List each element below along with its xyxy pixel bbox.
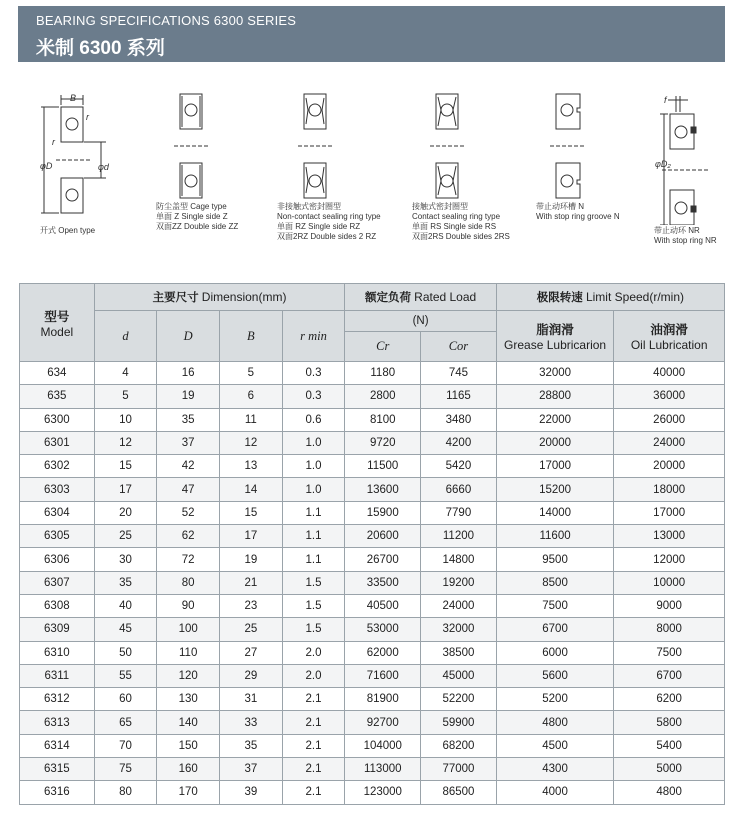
oil-header: 油润滑 Oil Lubrication	[614, 311, 725, 362]
cell-grease: 22000	[496, 408, 614, 431]
cell-outer-d: 90	[157, 594, 220, 617]
table-row	[20, 525, 725, 548]
cell-cr: 26700	[345, 548, 421, 571]
cell-d: 25	[94, 525, 157, 548]
cell-grease: 6000	[496, 641, 614, 664]
table-row	[20, 571, 725, 594]
cell-b: 12	[220, 431, 283, 454]
cell-grease: 9500	[496, 548, 614, 571]
cell-model: 635	[20, 385, 95, 408]
cell-b: 27	[220, 641, 283, 664]
table-row	[20, 455, 725, 478]
cell-model: 6301	[20, 431, 95, 454]
cell-grease: 4300	[496, 758, 614, 781]
cell-cr: 1180	[345, 362, 421, 385]
non-contact-seal-diagram	[294, 90, 334, 202]
cell-rmin: 2.1	[282, 688, 345, 711]
table-row	[20, 431, 725, 454]
cell-oil: 18000	[614, 478, 725, 501]
cell-cor: 14800	[421, 548, 497, 571]
cell-grease: 20000	[496, 431, 614, 454]
cell-rmin: 1.0	[282, 431, 345, 454]
cell-b: 21	[220, 571, 283, 594]
cell-cor: 7790	[421, 501, 497, 524]
title-english: BEARING SPECIFICATIONS 6300 SERIES	[36, 13, 297, 28]
cell-grease: 28800	[496, 385, 614, 408]
cell-oil: 6200	[614, 688, 725, 711]
cell-rmin: 2.1	[282, 781, 345, 804]
cell-b: 19	[220, 548, 283, 571]
cell-model: 6310	[20, 641, 95, 664]
cell-outer-d: 47	[157, 478, 220, 501]
model-header: 型号 Model	[20, 284, 95, 362]
cell-outer-d: 150	[157, 734, 220, 757]
cell-cr: 33500	[345, 571, 421, 594]
cell-grease: 6700	[496, 618, 614, 641]
cell-b: 37	[220, 758, 283, 781]
cell-d: 35	[94, 571, 157, 594]
cell-rmin: 2.1	[282, 711, 345, 734]
cell-cr: 113000	[345, 758, 421, 781]
cell-cor: 45000	[421, 664, 497, 687]
cell-d: 70	[94, 734, 157, 757]
contact-seal-diagram	[426, 90, 466, 202]
cell-d: 55	[94, 664, 157, 687]
table-row	[20, 408, 725, 431]
cell-model: 6309	[20, 618, 95, 641]
cell-rmin: 0.3	[282, 385, 345, 408]
cell-grease: 32000	[496, 362, 614, 385]
cell-cor: 1165	[421, 385, 497, 408]
col-cr-header: Cr	[345, 332, 421, 362]
cell-cr: 20600	[345, 525, 421, 548]
open-type-label-b: B	[70, 93, 77, 103]
cell-cor: 24000	[421, 594, 497, 617]
cell-outer-d: 100	[157, 618, 220, 641]
table-row	[20, 688, 725, 711]
cell-d: 30	[94, 548, 157, 571]
cell-oil: 24000	[614, 431, 725, 454]
cell-outer-d: 170	[157, 781, 220, 804]
cell-grease: 5600	[496, 664, 614, 687]
stop-ring-groove-diagram	[546, 90, 590, 202]
limit-speed-header: 极限转速 Limit Speed(r/min)	[496, 284, 724, 311]
cell-rmin: 1.5	[282, 618, 345, 641]
cell-d: 40	[94, 594, 157, 617]
cell-outer-d: 52	[157, 501, 220, 524]
grease-header: 脂润滑 Grease Lubricarion	[496, 311, 614, 362]
cell-outer-d: 19	[157, 385, 220, 408]
cell-rmin: 1.1	[282, 501, 345, 524]
table-body	[20, 362, 725, 805]
cell-oil: 8000	[614, 618, 725, 641]
table-row	[20, 362, 725, 385]
cell-grease: 4500	[496, 734, 614, 757]
cell-model: 6305	[20, 525, 95, 548]
open-type-label-r-right: r	[86, 112, 89, 122]
open-type-label-r-left: r	[52, 137, 55, 147]
title-chinese: 米制 6300 系列	[36, 38, 165, 59]
open-type-label-outer-d: φD	[40, 161, 53, 171]
cell-outer-d: 140	[157, 711, 220, 734]
title-banner	[18, 6, 725, 62]
table-row	[20, 711, 725, 734]
cell-d: 4	[94, 362, 157, 385]
cell-cr: 71600	[345, 664, 421, 687]
cell-cor: 3480	[421, 408, 497, 431]
cell-model: 6304	[20, 501, 95, 524]
cell-cr: 40500	[345, 594, 421, 617]
table-row	[20, 594, 725, 617]
cell-oil: 6700	[614, 664, 725, 687]
cell-cr: 81900	[345, 688, 421, 711]
cell-oil: 20000	[614, 455, 725, 478]
cell-b: 31	[220, 688, 283, 711]
cell-model: 6313	[20, 711, 95, 734]
cell-grease: 7500	[496, 594, 614, 617]
cell-cor: 68200	[421, 734, 497, 757]
cell-cor: 32000	[421, 618, 497, 641]
cell-cor: 19200	[421, 571, 497, 594]
dimension-header: 主要尺寸 Dimension(mm)	[94, 284, 345, 311]
cell-outer-d: 80	[157, 571, 220, 594]
cell-rmin: 1.5	[282, 571, 345, 594]
col-cor-header: Cor	[421, 332, 497, 362]
cell-outer-d: 35	[157, 408, 220, 431]
cell-grease: 14000	[496, 501, 614, 524]
cell-oil: 4800	[614, 781, 725, 804]
cell-cor: 4200	[421, 431, 497, 454]
cell-model: 6312	[20, 688, 95, 711]
cell-outer-d: 16	[157, 362, 220, 385]
cell-d: 15	[94, 455, 157, 478]
cell-d: 12	[94, 431, 157, 454]
cell-oil: 12000	[614, 548, 725, 571]
cell-rmin: 2.1	[282, 734, 345, 757]
cell-cor: 52200	[421, 688, 497, 711]
cell-model: 6311	[20, 664, 95, 687]
cage-type-caption: 防尘盖型 Cage type 单面 Z Single side Z 双面ZZ Double side ZZ	[156, 202, 239, 231]
cell-b: 17	[220, 525, 283, 548]
cell-outer-d: 62	[157, 525, 220, 548]
table-row	[20, 385, 725, 408]
cell-outer-d: 160	[157, 758, 220, 781]
cell-cr: 2800	[345, 385, 421, 408]
cell-b: 35	[220, 734, 283, 757]
cell-outer-d: 72	[157, 548, 220, 571]
cell-d: 20	[94, 501, 157, 524]
cell-oil: 5000	[614, 758, 725, 781]
cell-cor: 5420	[421, 455, 497, 478]
cell-b: 13	[220, 455, 283, 478]
cage-type-diagram	[170, 90, 210, 202]
table-row	[20, 548, 725, 571]
specifications-table	[19, 283, 725, 805]
cell-cr: 53000	[345, 618, 421, 641]
cell-cor: 745	[421, 362, 497, 385]
open-type-label-inner-d: φd	[98, 162, 109, 172]
cell-outer-d: 42	[157, 455, 220, 478]
open-type-caption: 开式 Open type	[40, 226, 96, 235]
cell-b: 33	[220, 711, 283, 734]
cell-b: 14	[220, 478, 283, 501]
cell-cr: 9720	[345, 431, 421, 454]
table-row	[20, 758, 725, 781]
cell-d: 17	[94, 478, 157, 501]
cell-d: 60	[94, 688, 157, 711]
col-b-header: B	[220, 311, 283, 362]
rated-load-header: 额定负荷 Rated Load	[345, 284, 496, 311]
cell-oil: 17000	[614, 501, 725, 524]
cell-cor: 38500	[421, 641, 497, 664]
cell-oil: 7500	[614, 641, 725, 664]
cell-b: 6	[220, 385, 283, 408]
cell-d: 80	[94, 781, 157, 804]
cell-b: 25	[220, 618, 283, 641]
col-d-header: d	[94, 311, 157, 362]
table-row	[20, 734, 725, 757]
cell-outer-d: 110	[157, 641, 220, 664]
cell-b: 39	[220, 781, 283, 804]
cell-grease: 4000	[496, 781, 614, 804]
cell-rmin: 1.1	[282, 548, 345, 571]
cell-model: 6300	[20, 408, 95, 431]
cell-cr: 13600	[345, 478, 421, 501]
cell-d: 5	[94, 385, 157, 408]
cell-rmin: 1.1	[282, 525, 345, 548]
cell-cr: 11500	[345, 455, 421, 478]
cell-b: 29	[220, 664, 283, 687]
cell-d: 10	[94, 408, 157, 431]
cell-oil: 10000	[614, 571, 725, 594]
stop-ring-label-f: f	[664, 95, 667, 105]
cell-oil: 26000	[614, 408, 725, 431]
cell-rmin: 0.6	[282, 408, 345, 431]
cell-b: 11	[220, 408, 283, 431]
table-row	[20, 641, 725, 664]
stop-ring-groove-caption: 带止动环槽 N With stop ring groove N	[536, 202, 620, 221]
cell-oil: 9000	[614, 594, 725, 617]
cell-grease: 4800	[496, 711, 614, 734]
cell-b: 23	[220, 594, 283, 617]
cell-outer-d: 37	[157, 431, 220, 454]
non-contact-seal-caption: 非接触式密封圈型 Non-contact sealing ring type 单面 RZ Single side RZ 双面2RZ Double sides 2 RZ	[277, 202, 381, 241]
cell-oil: 5800	[614, 711, 725, 734]
table-row	[20, 664, 725, 687]
cell-rmin: 1.0	[282, 478, 345, 501]
cell-model: 6308	[20, 594, 95, 617]
cell-grease: 11600	[496, 525, 614, 548]
cell-model: 6314	[20, 734, 95, 757]
load-unit-header: (N)	[345, 311, 496, 332]
cell-cr: 92700	[345, 711, 421, 734]
cell-oil: 36000	[614, 385, 725, 408]
open-type-diagram	[36, 90, 116, 225]
cell-rmin: 1.5	[282, 594, 345, 617]
cell-outer-d: 120	[157, 664, 220, 687]
contact-seal-caption: 接触式密封圈型 Contact sealing ring type 单面 RS Single side RS 双面2RS Double sides 2RS	[412, 202, 510, 241]
cell-oil: 40000	[614, 362, 725, 385]
stop-ring-label-d2: φD₂	[655, 159, 671, 169]
table-row	[20, 618, 725, 641]
cell-b: 15	[220, 501, 283, 524]
cell-oil: 13000	[614, 525, 725, 548]
cell-rmin: 2.1	[282, 758, 345, 781]
table-row	[20, 478, 725, 501]
cell-model: 6316	[20, 781, 95, 804]
cell-cr: 104000	[345, 734, 421, 757]
cell-cr: 123000	[345, 781, 421, 804]
cell-grease: 15200	[496, 478, 614, 501]
table-row	[20, 781, 725, 804]
cell-grease: 5200	[496, 688, 614, 711]
cell-model: 6315	[20, 758, 95, 781]
cell-rmin: 1.0	[282, 455, 345, 478]
cell-model: 6302	[20, 455, 95, 478]
cell-cr: 8100	[345, 408, 421, 431]
cell-model: 634	[20, 362, 95, 385]
col-rmin-header: r min	[282, 311, 345, 362]
cell-cor: 6660	[421, 478, 497, 501]
cell-grease: 17000	[496, 455, 614, 478]
cell-cor: 11200	[421, 525, 497, 548]
cell-oil: 5400	[614, 734, 725, 757]
cell-d: 75	[94, 758, 157, 781]
cell-cr: 62000	[345, 641, 421, 664]
cell-d: 45	[94, 618, 157, 641]
cell-cor: 59900	[421, 711, 497, 734]
cell-rmin: 0.3	[282, 362, 345, 385]
cell-cor: 77000	[421, 758, 497, 781]
cell-outer-d: 130	[157, 688, 220, 711]
cell-model: 6303	[20, 478, 95, 501]
cell-rmin: 2.0	[282, 641, 345, 664]
cell-b: 5	[220, 362, 283, 385]
cell-cor: 86500	[421, 781, 497, 804]
stop-ring-caption: 带止动环 NR With stop ring NR	[654, 226, 717, 245]
cell-d: 50	[94, 641, 157, 664]
cell-cr: 15900	[345, 501, 421, 524]
table-row	[20, 501, 725, 524]
stop-ring-diagram	[654, 90, 714, 225]
cell-model: 6307	[20, 571, 95, 594]
col-outer-d-header: D	[157, 311, 220, 362]
cell-model: 6306	[20, 548, 95, 571]
cell-d: 65	[94, 711, 157, 734]
bearing-type-diagrams	[0, 85, 744, 255]
cell-rmin: 2.0	[282, 664, 345, 687]
cell-grease: 8500	[496, 571, 614, 594]
